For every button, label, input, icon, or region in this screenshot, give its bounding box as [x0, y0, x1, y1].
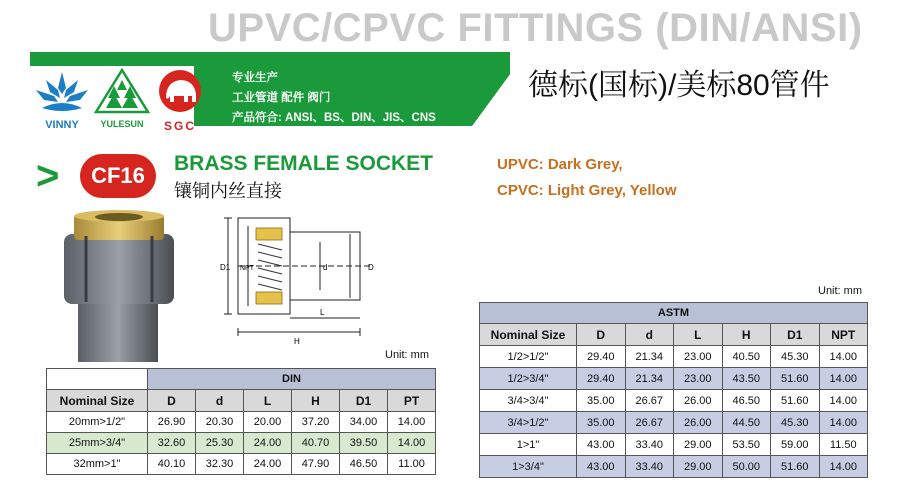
astm-section-header: ASTM	[480, 303, 868, 324]
din-col-H: H	[292, 390, 340, 412]
table-row: 3/4>1/2" 35.00 26.67 26.00 44.50 45.30 14.00	[480, 412, 868, 434]
din-table	[46, 368, 436, 475]
table-row: 1/2>3/4" 29.40 21.34 23.00 43.50 51.60 14.00	[480, 368, 868, 390]
yulesun-logo	[94, 68, 150, 130]
din-col-L: L	[244, 390, 292, 412]
product-name-cn: 镶铜内丝直接	[174, 181, 282, 201]
vinny-logo	[32, 68, 92, 130]
header-line-3: 产品符合: ANSI、BS、DIN、JIS、CNS	[232, 112, 436, 124]
din-col-D1: D1	[340, 390, 388, 412]
drawing-label-d: d	[323, 263, 328, 272]
color-cpvc: CPVC: Light Grey, Yellow	[497, 182, 677, 199]
page-title-cn: 德标(国标)/美标80管件	[528, 69, 830, 102]
astm-table	[479, 302, 868, 478]
header-line-1: 专业生产	[232, 72, 278, 84]
drawing-label-d1: D1	[220, 263, 231, 272]
sgc-logo	[152, 68, 208, 133]
product-code-badge: CF16	[80, 154, 156, 198]
header-green-strip	[30, 52, 200, 66]
table-row: 20mm>1/2" 26.90 20.30 20.00 37.20 34.00 14.00	[47, 412, 436, 433]
astm-unit-label: Unit: mm	[818, 285, 862, 297]
din-col-PT: PT	[388, 390, 436, 412]
yulesun-label: YULESUN	[100, 119, 144, 129]
din-header-row	[47, 390, 436, 412]
astm-col-H: H	[722, 324, 771, 346]
din-unit-label: Unit: mm	[385, 349, 429, 361]
table-row: 3/4>3/4" 35.00 26.67 26.00 46.50 51.60 14.00	[480, 390, 868, 412]
technical-drawing	[210, 212, 390, 352]
drawing-label-npt: NPT	[240, 265, 254, 272]
chevron-right-icon: >	[36, 154, 60, 198]
product-name: BRASS FEMALE SOCKET	[174, 152, 434, 175]
astm-col-D: D	[577, 324, 626, 346]
header-line-2: 工业管道 配件 阀门	[232, 92, 331, 104]
astm-col-nominal: Nominal Size	[480, 324, 577, 346]
vinny-label: VINNY	[45, 119, 79, 131]
astm-col-d: d	[625, 324, 674, 346]
din-col-nominal: Nominal Size	[47, 390, 148, 412]
header-lines	[232, 69, 436, 125]
astm-header-row	[480, 324, 868, 346]
din-col-D: D	[148, 390, 196, 412]
din-col-d: d	[196, 390, 244, 412]
din-section-header: DIN	[148, 369, 436, 390]
table-row: 32mm>1" 40.10 32.30 24.00 47.90 46.50 11.00	[47, 454, 436, 475]
astm-col-L: L	[674, 324, 723, 346]
drawing-label-L: L	[320, 308, 325, 317]
page-title: UPVC/CPVC FITTINGS (DIN/ANSI)	[208, 6, 863, 50]
table-row: 1/2>1/2" 29.40 21.34 23.00 40.50 45.30 14.00	[480, 346, 868, 368]
table-row: 25mm>3/4" 32.60 25.30 24.00 40.70 39.50 14.00	[47, 433, 436, 454]
table-row: 1>1" 43.00 33.40 29.00 53.50 59.00 11.50	[480, 434, 868, 456]
astm-col-D1: D1	[771, 324, 820, 346]
table-row: 1>3/4" 43.00 33.40 29.00 50.00 51.60 14.00	[480, 456, 868, 478]
drawing-label-D: D	[368, 263, 374, 272]
product-photo	[46, 206, 196, 366]
sgc-label: SGC	[163, 119, 196, 133]
astm-col-NPT: NPT	[819, 324, 868, 346]
color-upvc: UPVC: Dark Grey,	[497, 156, 623, 173]
drawing-label-H: H	[294, 337, 300, 346]
